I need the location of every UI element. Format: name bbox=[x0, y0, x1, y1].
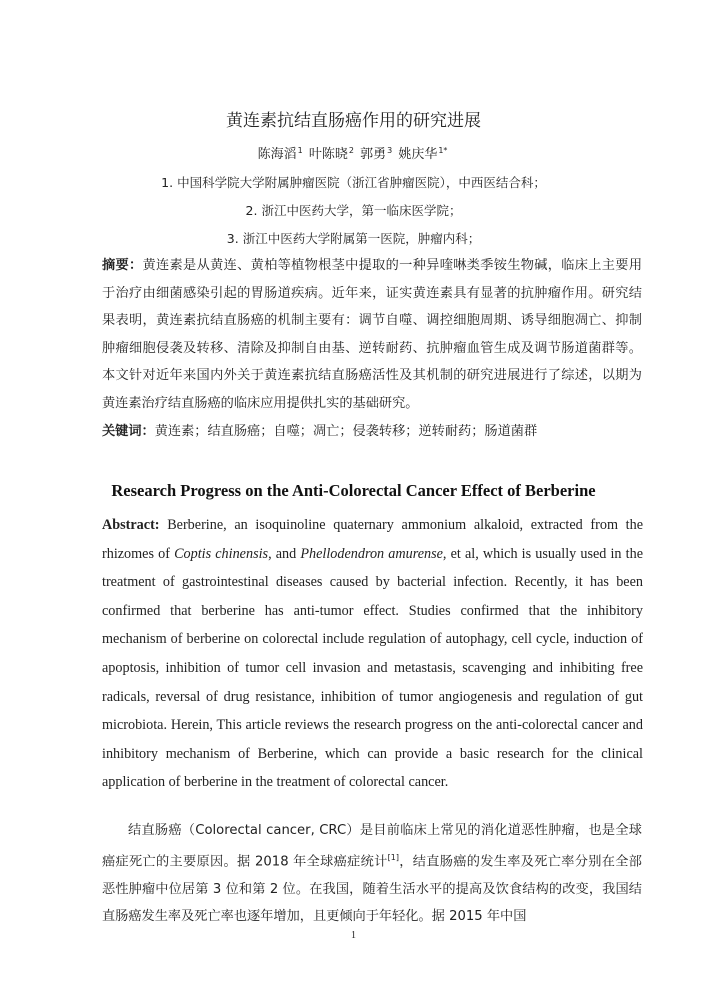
page-number: 1 bbox=[351, 930, 356, 941]
abstract-label: 摘要： bbox=[102, 258, 143, 273]
english-abstract-text: , and bbox=[268, 545, 301, 562]
author-name: 姚庆华 bbox=[398, 147, 438, 162]
species-name: Coptis chinensis bbox=[174, 545, 269, 562]
author-name: 叶陈晓 bbox=[308, 147, 348, 162]
english-abstract-text: Berberine, an isoquinoline quaternary ammonium alkaloid, extracted from the rhizomes of bbox=[102, 517, 643, 562]
body-text: 结直肠癌（Colorectal cancer, CRC）是目前临床上常见的消化道恶性肿瘤，也是全球癌症死亡的主要原因。据 2018 年全球癌症统计 bbox=[102, 823, 642, 870]
affiliation-2: 2. 浙江中医药大学，第一临床医学院； bbox=[245, 203, 462, 218]
author-name: 郭勇 bbox=[360, 147, 387, 162]
author-list bbox=[0, 143, 707, 162]
author-mark: 1* bbox=[438, 145, 448, 155]
author-mark: 1 bbox=[297, 145, 303, 155]
species-name: Phellodendron amurense bbox=[300, 545, 443, 562]
affiliation-1: 1. 中国科学院大学附属肿瘤医院（浙江省肿瘤医院），中西医结合科； bbox=[161, 175, 546, 190]
chinese-keywords bbox=[102, 418, 642, 446]
author-mark: 3 bbox=[387, 145, 393, 155]
body-text: ，结直肠癌的发生率及死亡率分别在全部恶性肿瘤中位居第 3 位和第 2 位。在我国，随着生活水平的提高及饮食结构的改变，我国结直肠癌发生率及死亡率也逐年增加，且更倾向于年轻化。据 2015 年中国 bbox=[102, 854, 642, 924]
chinese-title: 黄连素抗结直肠癌作用的研究进展 bbox=[226, 111, 481, 131]
author-name: 陈海滔 bbox=[257, 147, 297, 162]
author-mark: 2 bbox=[348, 145, 354, 155]
abstract-text: 黄连素是从黄连、黄柏等植物根茎中提取的一种异喹啉类季铵生物碱，临床上主要用于治疗由细菌感染引起的胃肠道疾病。近年来，证实黄连素具有显著的抗肿瘤作用。研究结果表明，黄连素抗结直肠癌的机制主要有：调节自噬、调控细胞周期、诱导细胞凋亡、抑制肿瘤细胞侵袭及转移、清除及抑制自由基、逆转耐药、抗肿瘤血管生成及调节肠道菌群等。本文针对近年来国内外关于黄连素抗结直肠癌活性及其机制的研究进展进行了综述，以期为黄连素治疗结直肠癌的临床应用提供扎实的基础研究。 bbox=[102, 258, 643, 411]
body-paragraph bbox=[102, 817, 642, 930]
affiliation-3: 3. 浙江中医药大学附属第一医院，肿瘤内科； bbox=[226, 231, 481, 246]
citation-mark: [1] bbox=[387, 853, 399, 863]
chinese-abstract bbox=[102, 252, 642, 417]
keywords-text: 黄连素；结直肠癌；自噬；凋亡；侵袭转移；逆转耐药；肠道菌群 bbox=[154, 424, 538, 439]
english-title: Research Progress on the Anti-Colorectal Cancer Effect of Berberine bbox=[111, 481, 596, 500]
english-abstract-text: , et al, which is usually used in the treatment of gastrointestinal diseases caused by bacterial infection. Recently, it has been confirmed that berberine has anti-tumor effect. Studies confirmed that the inhibitory mechanism of berberine on colorectal include regulation of autophagy, cell cycle, induction of apoptosis, inhibition of tumor cell invasion and metastasis, scavenging and inhibiting free radicals, reversal of drug resistance, inhibition of tumor angiogenesis and regulation of gut microbiota. Herein, This article reviews the research progress on the anti-colorectal cancer and inhibitory mechanism of Berberine, which can provide a basic research for the clinical application of berberine in the treatment of colorectal cancer. bbox=[102, 545, 643, 791]
keywords-label: 关键词： bbox=[102, 424, 155, 439]
english-abstract bbox=[102, 511, 643, 797]
english-abstract-label: Abstract: bbox=[102, 517, 160, 533]
